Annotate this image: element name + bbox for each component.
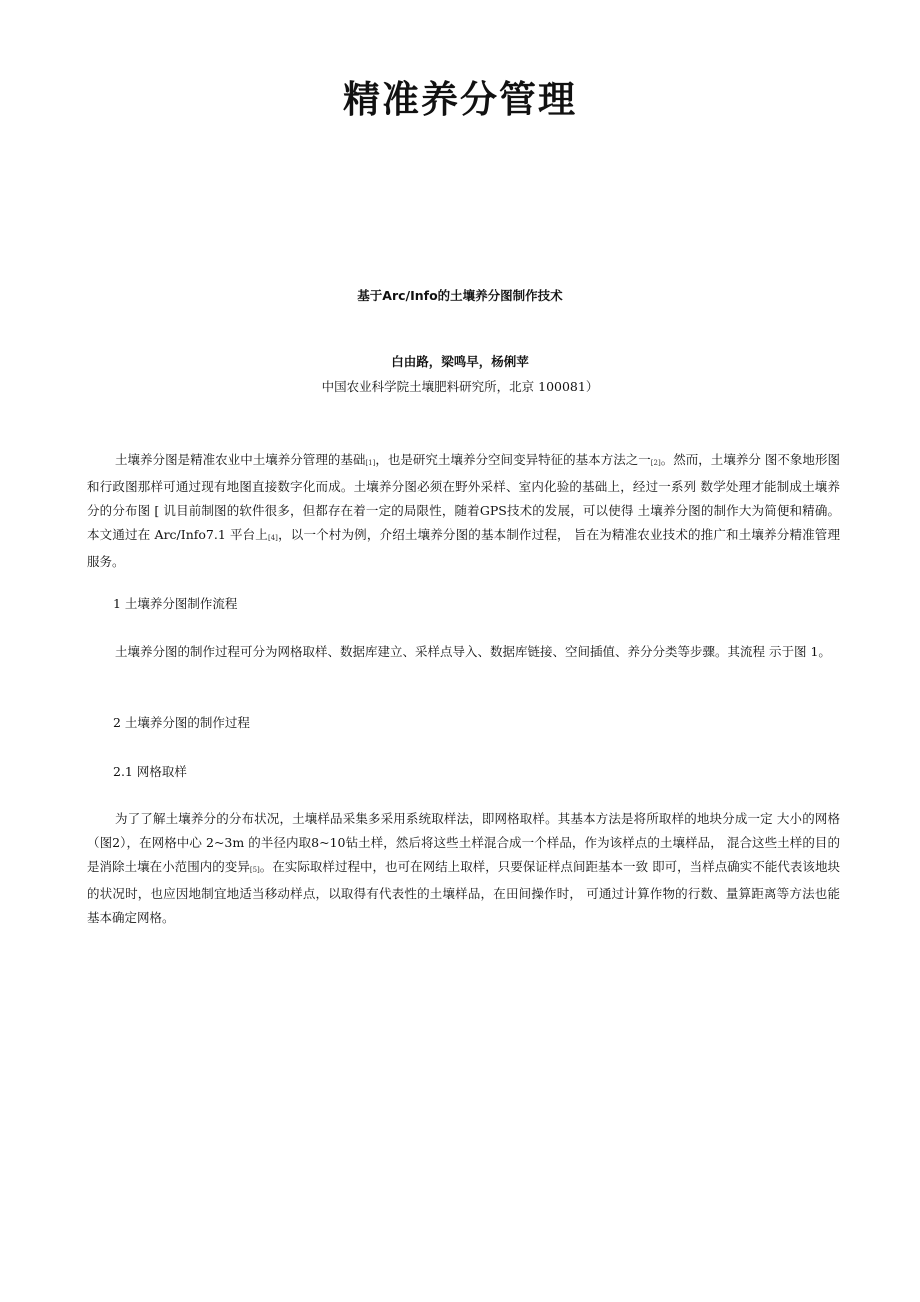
section-1-paragraph: 土壤养分图的制作过程可分为网格取样、数据库建立、采样点导入、数据库链接、空间插值、养分分类等步骤。其流程 示于图 1。 [115,644,831,659]
author-list: 白由路，梁鸣早，杨俐苹 [391,354,529,369]
intro-text-1: 土壤养分图是精准农业中土壤养分管理的基础 [115,452,366,467]
section-1-heading: 1 土壤养分图制作流程 [113,596,238,611]
intro-text-4: ，以一个村为例，介绍土壤养分图的基本制作过程， 旨在为精准农业技术的推广和土壤养分精准管理服务。 [87,527,840,569]
article-title: 基于Arc/Info的土壤养分图制作技术 [357,288,563,303]
document-title: 精准养分管理 [343,78,577,121]
intro-text-2: ，也是研究土壤养分空间变异特征的基本方法之一 [375,452,651,467]
section-2-1-paragraph [87,807,840,930]
citation-1: [1] [365,459,376,467]
author-affiliation: 中国农业科学院土壤肥料研究所，北京 100081） [321,379,599,394]
intro-text-3: 。然而，土壤养分 图不象地形图和行政图那样可通过现有地图直接数字化而成。土壤养分图必须在野外采样、室内化验的基础上，经过一系列 数学处理才能制成土壤养分的分布图 [ 讥目前制图的软件很多，但都存在着一定的局限性，随着GPS技术的发展，可以使得 土壤养分图的制作大为简便和精确。本文通过在 Arc/Info7.1 平台上 [87,452,840,542]
citation-4: [4] [267,534,278,542]
intro-paragraph [87,448,840,574]
section-2-1-heading: 2.1 网格取样 [113,764,187,779]
section-2-heading: 2 土壤养分图的制作过程 [113,715,250,730]
grid-sampling-text-1: 为了了解土壤养分的分布状况，土壤样品采集多采用系统取样法，即网格取样。其基本方法是将所取样的地块分成一定 大小的网格（图2），在网格中心 2~3m 的半径内取8~10钻土样，然后将这些土样混合成一个样品，作为该样点的土壤样品， 混合这些土样的目的是消除土壤在小范围内的变异 [87,811,840,874]
grid-sampling-text-2: 。在实际取样过程中，也可在网结上取样，只要保证样点间距基本一致 即可，当样点确实不能代表该地块的状况时，也应因地制宜地适当移动样点，以取得有代表性的土壤样品，在田间操作时， 可通过计算作物的行数、量算距离等方法也能基本确定网格。 [87,859,840,925]
citation-2: [2] [650,459,661,467]
citation-5: [5] [249,866,260,874]
